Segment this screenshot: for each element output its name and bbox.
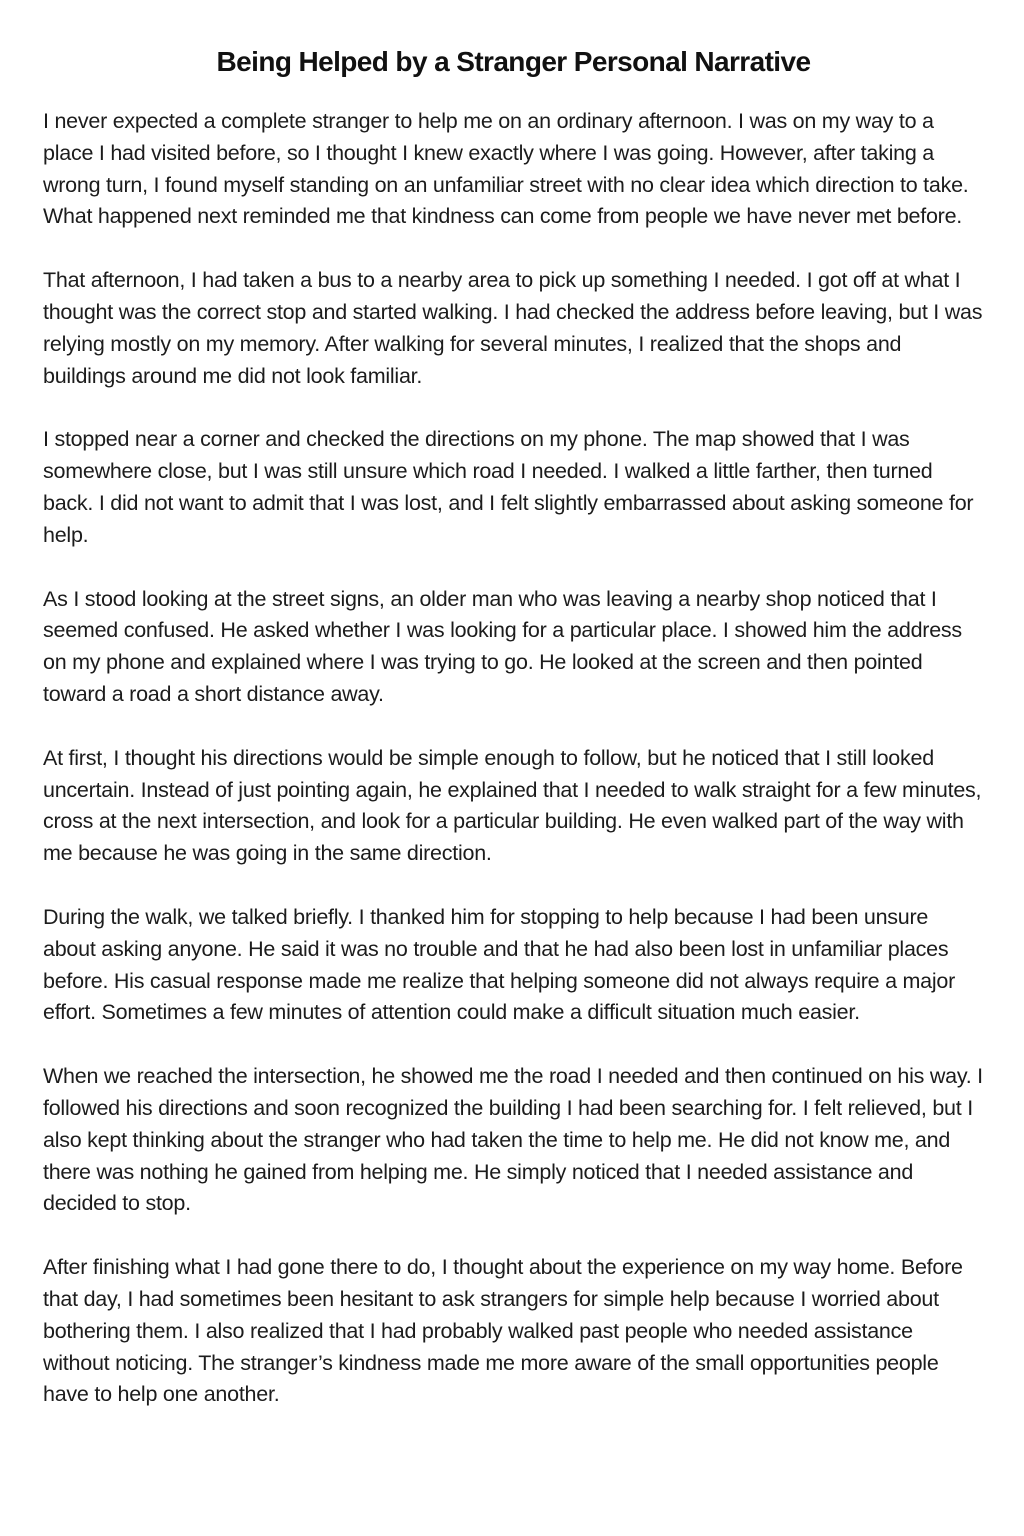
paragraph-3: I stopped near a corner and checked the directions on my phone. The map showed that I was somewhere close, but I was still unsure which road I needed. I walked a little farther, then turned back. I did not want to admit that I was lost, and I felt slightly embarrassed about asking someone for help. bbox=[43, 427, 974, 547]
paragraph-4: As I stood looking at the street signs, an older man who was leaving a nearby shop noticed that I seemed confused. He asked whether I was looking for a particular place. I showed him the address on my phone and explained where I was trying to go. He looked at the screen and then pointed toward a road a short distance away. bbox=[43, 586, 962, 706]
paragraph-7: When we reached the intersection, he showed me the road I needed and then continued on his way. I followed his directions and soon recognized the building I had been searching for. I felt relieved, but I also kept thinking about the stranger who had taken the time to help me. He did not know me, and there was nothing he gained from helping me. He simply noticed that I needed assistance and decided to stop. bbox=[43, 1064, 983, 1216]
paragraph-6: During the walk, we talked briefly. I thanked him for stopping to help because I had been unsure about asking anyone. He said it was no trouble and that he had also been lost in unfamiliar places before. His casual response made me realize that helping someone did not always require a major effort. Sometimes a few minutes of attention could make a difficult situation much easier. bbox=[43, 904, 956, 1025]
paragraph-1: I never expected a complete stranger to help me on an ordinary afternoon. I was on my way to a place I had visited before, so I thought I knew exactly where I was going. However, after taking a wrong turn, I found myself standing on an unfamiliar street with no clear idea which direction to take. What happened next reminded me that kindness can come from people we have never met before. bbox=[43, 109, 969, 229]
paragraph-2: That afternoon, I had taken a bus to a nearby area to pick up something I needed. I got off at what I thought was the correct stop and started walking. I had checked the address before leaving, but I was relying mostly on my memory. After walking for several minutes, I realized that the shops and buildings around me did not look familiar. bbox=[43, 268, 983, 388]
document-title: Being Helped by a Stranger Personal Narrative bbox=[216, 46, 811, 77]
document-body bbox=[43, 106, 984, 1411]
paragraph-5: At first, I thought his directions would be simple enough to follow, but he noticed that I still looked uncertain. Instead of just pointing again, he explained that I needed to walk straight for a few minutes, cross at the next intersection, and look for a particular building. He even walked part of the way with me because he was going in the same direction. bbox=[43, 745, 982, 866]
paragraph-8: After finishing what I had gone there to do, I thought about the experience on my way home. Before that day, I had sometimes been hesitant to ask strangers for simple help because I worried about bothering them. I also realized that I had probably walked past people who needed assistance without noticing. The stranger’s kindness made me more aware of the small opportunities people have to help one another. bbox=[43, 1255, 963, 1407]
